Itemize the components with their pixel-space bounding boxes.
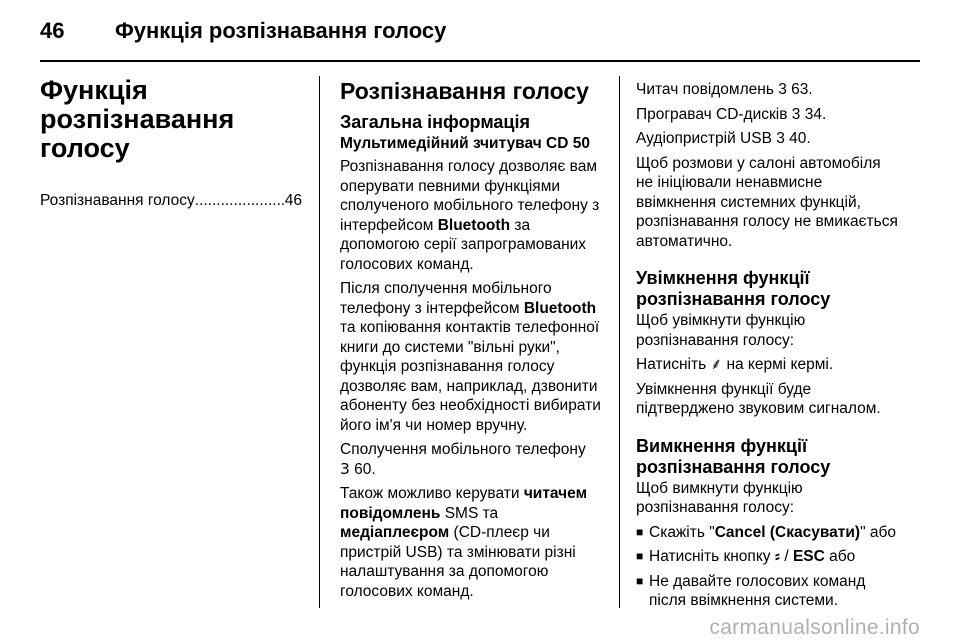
hang-up-icon: ⸗ — [774, 548, 781, 565]
disable-options — [636, 523, 900, 611]
enable-intro: Щоб увімкнути функцію розпізнавання голосу: — [636, 312, 806, 349]
page-number: 46 — [40, 18, 65, 43]
chapter-title: Функція розпізнавання голосу — [40, 75, 235, 163]
enable-press: Натисніть ⸙ на кермі кермі. — [636, 356, 834, 373]
ref-message-reader: Читач повідомлень 3 63. — [636, 81, 813, 98]
section-title: Розпізнавання голосу — [340, 78, 589, 104]
subsection-title: Загальна інформація — [340, 112, 530, 132]
subsubsection-title: Мультимедійний зчитувач CD 50 — [340, 135, 590, 152]
enable-confirm: Увімкнення функції буде підтверджено звуковим сигналом. — [636, 380, 881, 417]
paragraph-pairing-ref: Сполучення мобільного телефону 3 60. — [340, 441, 586, 478]
disable-intro: Щоб вимкнути функцію розпізнавання голосу: — [636, 479, 803, 516]
voice-button-icon: ⸙ — [710, 356, 723, 373]
toc-leader — [195, 191, 285, 211]
toc-entry[interactable] — [40, 191, 302, 211]
arrow-ref-icon: 3 — [776, 130, 785, 147]
disable-title: Вимкнення функції розпізнавання голосу — [636, 435, 831, 477]
enable-title: Увімкнення функції розпізнавання голосу — [636, 268, 831, 309]
arrow-ref-icon: 3 — [778, 81, 787, 98]
left-column — [40, 76, 302, 211]
paragraph-pairing: Після сполучення мобільного телефону з інтерфейсом Bluetooth та копіювання контактів телефонної книги до системи "вільні руки", функція розпізнавання голосу дозволяє вам, наприклад, дзвонити абоненту без необхідності вибирати його ім'я чи номер вручну. — [340, 280, 601, 434]
list-item: ■ Не давайте голосових команд після ввімкнення системи. — [636, 572, 900, 611]
ref-cd-player: Програвач CD-дисків 3 34. — [636, 105, 827, 123]
ref-usb: Аудіопристрій USB 3 40. — [636, 130, 811, 147]
column-divider-2 — [619, 76, 620, 608]
paragraph-control: Також можливо керувати читачем повідомлень SMS та медіаплеєром (CD-плеєр чи пристрій USB) та змінювати різні налаштування за допомогою голосових команд. — [340, 485, 588, 600]
arrow-ref-icon: 3 — [791, 105, 801, 123]
list-item: ■ Натисніть кнопку ⸗ / ESC або — [636, 547, 900, 567]
column-divider-1 — [319, 76, 320, 608]
arrow-ref-icon: 3 — [340, 459, 350, 478]
running-title: Функція розпізнавання голосу — [115, 18, 447, 43]
middle-column — [340, 76, 602, 606]
header-rule — [40, 60, 920, 62]
paragraph-intro: Розпізнавання голосу дозволяє вам оперувати певними функціями сполученого мобільного телефону з інтерфейсом Bluetooth за допомогою серії запрограмованих голосових команд. — [340, 158, 600, 273]
watermark: carmanualsonline.info — [709, 616, 920, 639]
paragraph-no-auto: Щоб розмови у салоні автомобіля не ініціювали ненавмисне ввімкнення системних функцій, розпізнавання голосу не вмикається автоматично. — [636, 154, 898, 250]
page-header — [40, 18, 446, 48]
toc-entry-label: Розпізнавання голосу — [40, 192, 195, 209]
toc-entry-page: 46 — [284, 192, 302, 209]
right-column — [636, 76, 900, 616]
list-item: ■ Скажіть "Cancel (Скасувати)" або — [636, 523, 900, 543]
